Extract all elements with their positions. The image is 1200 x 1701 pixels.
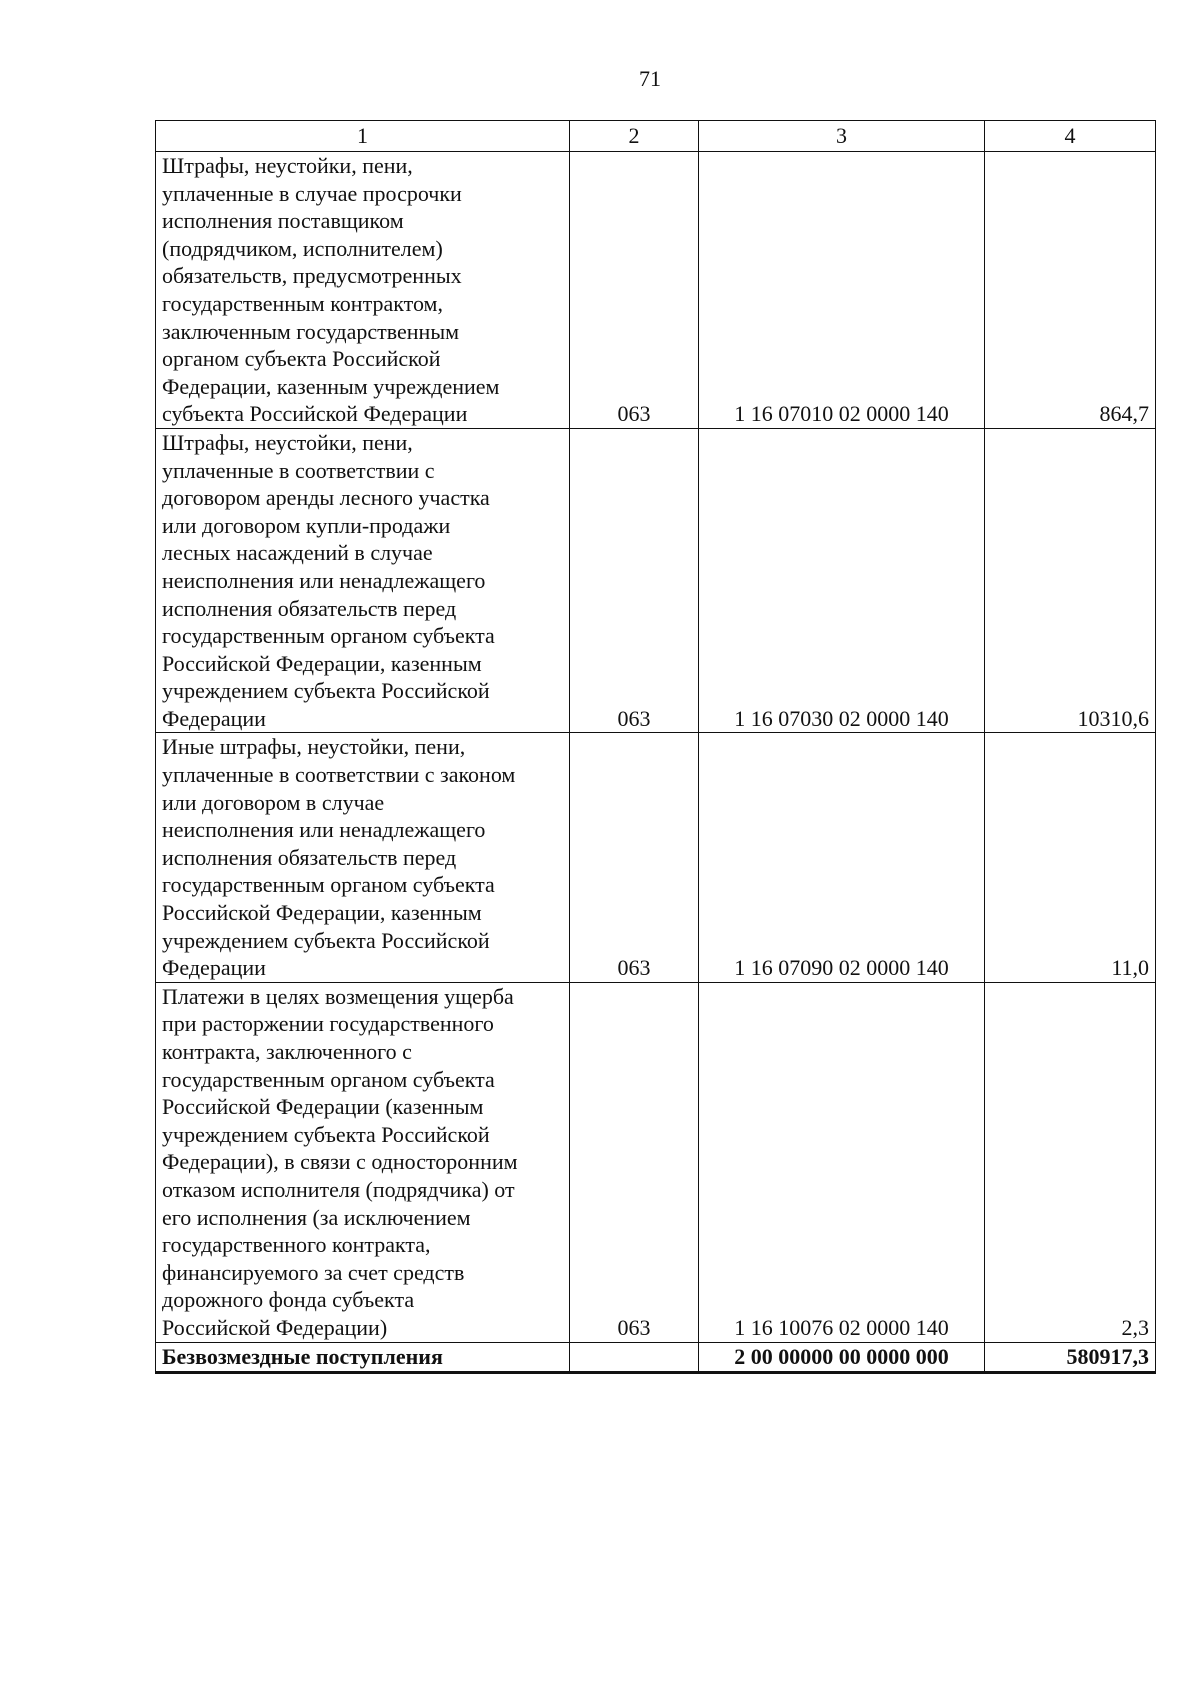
description-line: государственного контракта,: [162, 1232, 431, 1258]
row-description: [156, 152, 570, 429]
description-line: неисполнения или ненадлежащего: [162, 817, 486, 843]
description-line: лесных насаждений в случае: [162, 540, 433, 566]
description-line: уплаченные в соответствии с: [162, 457, 435, 483]
description-line: контракта, заключенного с: [162, 1039, 412, 1064]
description-line: Российской Федерации): [162, 1314, 388, 1340]
description-line: государственным органом субъекта: [162, 872, 495, 898]
row-amount: 11,0: [985, 733, 1156, 982]
description-line: Российской Федерации, казенным: [162, 650, 482, 676]
column-header-1: 1: [156, 121, 570, 152]
description-line: государственным органом субъекта: [162, 1066, 495, 1092]
total-row: [156, 1342, 1156, 1372]
description-line: или договором в случае: [162, 789, 385, 815]
description-line: учреждением субъекта Российской: [162, 927, 490, 953]
row-admin-code: 063: [570, 152, 699, 429]
description-line: заключенным государственным: [162, 318, 460, 344]
description-line: или договором купли-продажи: [162, 512, 451, 538]
description-line: обязательств, предусмотренных: [162, 263, 462, 289]
description-line: договором аренды лесного участка: [162, 485, 490, 511]
revenue-table: [155, 120, 1156, 1374]
description-line: субъекта Российской Федерации: [162, 401, 468, 427]
total-label: Безвозмездные поступления: [156, 1342, 570, 1372]
description-line: (подрядчиком, исполнителем): [162, 235, 443, 261]
description-line: уплаченные в соответствии с законом: [162, 762, 516, 788]
total-budget-code: 2 00 00000 00 0000 000: [699, 1342, 985, 1372]
row-budget-code: 1 16 07010 02 0000 140: [699, 152, 985, 429]
row-amount: 864,7: [985, 152, 1156, 429]
description-line: органом субъекта Российской: [162, 346, 441, 372]
description-line: государственным контрактом,: [162, 290, 443, 316]
description-line: его исполнения (за исключением: [162, 1204, 471, 1230]
description-line: учреждением субъекта Российской: [162, 1121, 490, 1147]
description-line: Иные штрафы, неустойки, пени,: [162, 734, 466, 760]
description-line: исполнения обязательств перед: [162, 595, 457, 621]
description-line: Федерации), в связи с односторонним: [162, 1149, 518, 1175]
row-amount: 2,3: [985, 982, 1156, 1342]
description-line: финансируемого за счет средств: [162, 1259, 465, 1285]
table-row: [156, 733, 1156, 982]
total-amount: 580917,3: [985, 1342, 1156, 1372]
row-amount: 10310,6: [985, 428, 1156, 733]
row-budget-code: 1 16 10076 02 0000 140: [699, 982, 985, 1342]
description-line: при расторжении государственного: [162, 1011, 494, 1037]
description-line: учреждением субъекта Российской: [162, 678, 490, 704]
row-budget-code: 1 16 07030 02 0000 140: [699, 428, 985, 733]
description-line: Федерации: [162, 955, 266, 981]
column-header-2: 2: [570, 121, 699, 152]
description-line: отказом исполнителя (подрядчика) от: [162, 1176, 515, 1202]
row-admin-code: 063: [570, 733, 699, 982]
description-line: неисполнения или ненадлежащего: [162, 567, 486, 593]
table-body: [156, 121, 1156, 1373]
row-admin-code: 063: [570, 428, 699, 733]
description-line: Штрафы, неустойки, пени,: [162, 429, 413, 455]
row-admin-code: 063: [570, 982, 699, 1342]
row-description: [156, 428, 570, 733]
description-line: Российской Федерации (казенным: [162, 1094, 484, 1120]
description-line: Российской Федерации, казенным: [162, 900, 482, 926]
description-line: Федерации, казенным учреждением: [162, 373, 500, 399]
description-line: Федерации: [162, 705, 266, 731]
column-header-3: 3: [699, 121, 985, 152]
description-line: Штрафы, неустойки, пени,: [162, 153, 413, 178]
header-row: [156, 121, 1156, 152]
description-line: исполнения обязательств перед: [162, 844, 457, 870]
column-header-4: 4: [985, 121, 1156, 152]
row-description: [156, 982, 570, 1342]
table-row: [156, 428, 1156, 733]
description-line: дорожного фонда субъекта: [162, 1287, 415, 1313]
page-number: 71: [639, 66, 661, 91]
description-line: уплаченные в случае просрочки: [162, 180, 462, 206]
row-budget-code: 1 16 07090 02 0000 140: [699, 733, 985, 982]
description-line: государственным органом субъекта: [162, 623, 495, 649]
description-line: исполнения поставщиком: [162, 208, 404, 234]
description-line: Платежи в целях возмещения ущерба: [162, 983, 514, 1009]
table-row: [156, 982, 1156, 1342]
row-description: [156, 733, 570, 982]
table-row: [156, 152, 1156, 429]
total-admin-code: [570, 1342, 699, 1372]
